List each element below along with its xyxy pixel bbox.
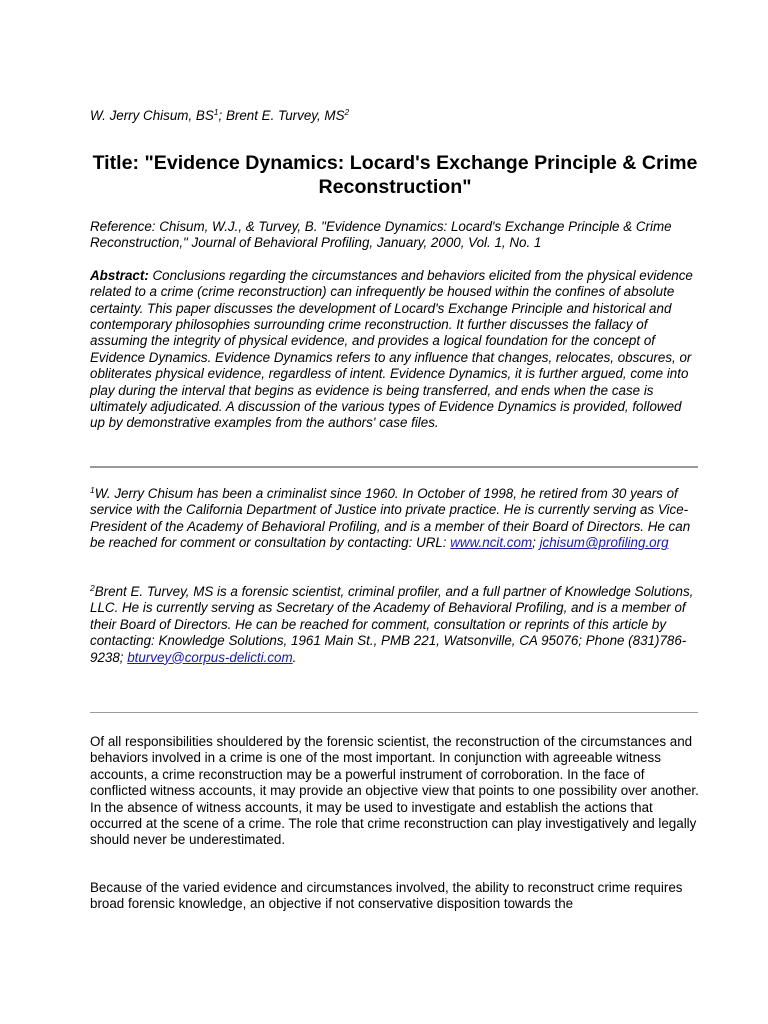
footnote-2: [90, 584, 700, 666]
paper-title: Title: "Evidence Dynamics: Locard's Exchange Principle & Crime Reconstruction": [92, 152, 698, 198]
abstract-label: Abstract:: [90, 267, 149, 283]
reference-citation: Reference: Chisum, W.J., & Turvey, B. "Evidence Dynamics: Locard's Exchange Principle & Crime Reconstruction," Journal of Behavioral Profiling, January, 2000, Vol. 1, No. 1: [90, 219, 672, 251]
footnote-1-separator: ;: [532, 535, 540, 551]
section-divider-top: [90, 466, 698, 468]
abstract-text: Conclusions regarding the circumstances and behaviors elicited from the physical evidence related to a crime (crime reconstruction) can infrequently be housed within the confines of absolute certainty. This paper discusses the development of Locard's Exchange Principle and historical and contemporary philosophies surrounding crime reconstruction. It further discusses the fallacy of assuming the integrity of physical evidence, and provides a logical foundation for the concept of Evidence Dynamics. Evidence Dynamics refers to any influence that changes, relocates, obscures, or obliterates physical evidence, regardless of intent. Evidence Dynamics, it is further argued, come into play during the interval that begins as evidence is being transferred, and ends when the case is ultimately adjudicated. A discussion of the various types of Evidence Dynamics is provided, followed up by demonstrative examples from the authors' case files.: [90, 267, 693, 431]
abstract: [90, 268, 700, 432]
footnote-2-marker: 2: [90, 583, 95, 593]
footnote-1-text: W. Jerry Chisum has been a criminalist since 1960. In October of 1998, he retired from 30 years of service with the California Department of Justice into private practice. He is currently serving as Vice-President of the Academy of Behavioral Profiling, and is a member of their Board of Directors. He can be reached for comment or consultation by contacting: URL:: [90, 486, 691, 551]
author-1: W. Jerry Chisum, BS: [90, 108, 214, 123]
chisum-email-link[interactable]: jchisum@profiling.org: [539, 535, 669, 551]
ncit-link[interactable]: www.ncit.com: [450, 535, 533, 551]
author-1-footnote-marker: 1: [213, 107, 219, 117]
turvey-email-link[interactable]: bturvey@corpus-delicti.com: [127, 649, 293, 665]
author-2: Brent E. Turvey, MS: [225, 108, 345, 123]
author-line: [90, 108, 700, 124]
body-paragraph-1: Of all responsibilities shouldered by the forensic scientist, the reconstruction of the circumstances and behaviors involved in a crime is one of the most important. In conjunction with agreeable witness accounts, a crime reconstruction may be a powerful instrument of corroboration. In the face of conflicted witness accounts, it may provide an objective view that points to one possibility over another. In the absence of witness accounts, it may be used to investigate and establish the actions that occurred at the scene of a crime. The role that crime reconstruction can play investigatively and legally should never be underestimated.: [90, 734, 699, 848]
document-page: [90, 107, 700, 912]
footnote-1: [90, 486, 700, 552]
body-paragraph-2: Because of the varied evidence and circumstances involved, the ability to reconstruct crime requires broad forensic knowledge, an objective if not conservative disposition towards the: [90, 880, 683, 912]
footnote-2-text: Brent E. Turvey, MS is a forensic scientist, criminal profiler, and a full partner of Knowledge Solutions, LLC. He is currently serving as Secretary of the Academy of Behavioral Profiling, and is a member of their Board of Directors. He can be reached for comment, consultation or reprints of this article by contacting: Knowledge Solutions, 1961 Main St., PMB 221, Watsonville, CA 95076; Phone (831)786-9238;: [90, 584, 694, 665]
footnote-1-marker: 1: [90, 485, 95, 495]
author-separator: ;: [218, 108, 226, 123]
section-divider-bottom: [90, 712, 698, 713]
footnote-2-end: .: [292, 649, 297, 665]
author-2-footnote-marker: 2: [344, 107, 350, 117]
